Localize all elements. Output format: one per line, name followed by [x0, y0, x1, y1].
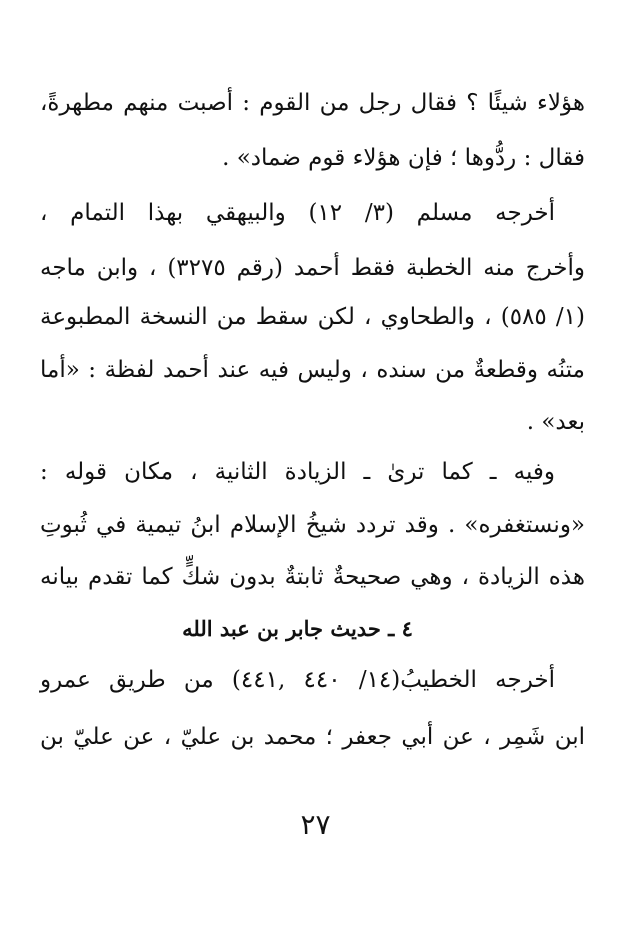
text-line-10: هذه الزيادة ، وهي صحيحةٌ ثابتةٌ بدون شكٍّ كما تقدم بيانه	[40, 564, 585, 590]
text-line-8: وفيه ـ كما ترىٰ ـ الزيادة الثانية ، مكان قوله :	[40, 459, 555, 485]
text-line-6: متنُه وقطعةٌ من سنده ، وليس فيه عند أحمد لفظة : «أما	[40, 357, 585, 383]
text-line-7: بعد» .	[526, 409, 585, 435]
text-line-2: فقال : ردُّوها ؛ فإن هؤلاء قوم ضماد» .	[222, 145, 585, 171]
text-line-4: وأخرج منه الخطبة فقط أحمد (رقم ٣٢٧٥) ، وابن ماجه	[40, 255, 585, 281]
text-line-5: (١/ ٥٨٥) ، والطحاوي ، لكن سقط من النسخة المطبوعة	[40, 304, 586, 330]
text-line-12: ابن شَمِر ، عن أبي جعفر ؛ محمد بن عليّ ، عن عليّ بن	[40, 724, 585, 750]
section-heading: ٤ ـ حديث جابر بن عبد الله	[182, 616, 413, 641]
text-line-9: «ونستغفره» . وقد تردد شيخُ الإسلام ابنُ تيمية في ثُبوتِ	[40, 512, 585, 538]
text-line-1: هؤلاء شيئًا ؟ فقال رجل من القوم : أصبت منهم مطهرةً،	[40, 90, 585, 116]
text-line-11: أخرجه الخطيبُ(١٤/ ٤٤٠ ,٤٤١) من طريق عمرو	[40, 667, 555, 693]
text-line-3: أخرجه مسلم (٣/ ١٢) والبيهقي بهذا التمام ،	[40, 200, 555, 226]
page-number: ٢٧	[300, 808, 331, 841]
